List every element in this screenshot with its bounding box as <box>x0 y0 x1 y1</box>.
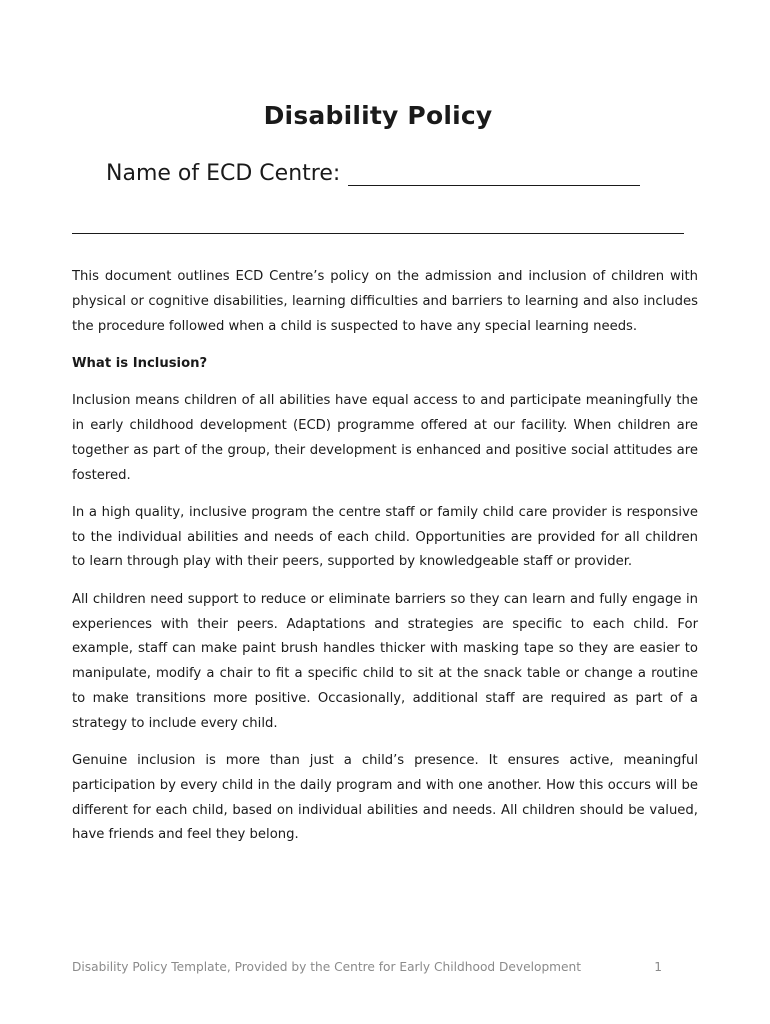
body-paragraph: In a high quality, inclusive program the centre staff or family child care provider is responsive to the individual abilities and needs of each child. Opportunities are provided for all children to learn through play with their peers, supported by knowledgeable staff or provider. <box>72 504 698 570</box>
centre-name-blank-line <box>348 161 640 186</box>
centre-name-label: Name of ECD Centre: <box>106 161 341 186</box>
section-heading: What is Inclusion? <box>72 355 208 371</box>
body-paragraph: Inclusion means children of all abilities have equal access to and participate meaningfully the in early childhood development (ECD) programme offered at our facility. When children are together as part of the group, their development is enhanced and positive social attitudes are fostered. <box>72 393 698 483</box>
document-title: Disability Policy <box>263 101 493 130</box>
blank-line <box>72 233 684 234</box>
page-footer <box>72 960 662 974</box>
footer-text: Disability Policy Template, Provided by the Centre for Early Childhood Development <box>72 960 582 974</box>
body-paragraph: Genuine inclusion is more than just a child’s presence. It ensures active, meaningful participation by every child in the daily program and with one another. How this occurs will be different for each child, based on individual abilities and needs. All children should be valued, have friends and feel they belong. <box>72 753 698 843</box>
body-paragraph: All children need support to reduce or eliminate barriers so they can learn and fully engage in experiences with their peers. Adaptations and strategies are specific to each child. For example, staff can make paint brush handles thicker with masking tape so they are easier to manipulate, modify a chair to fit a specific child to sit at the snack table or change a routine to make transitions more positive. Occasionally, additional staff are required as part of a strategy to include every child. <box>72 591 698 731</box>
centre-name-row <box>106 161 640 186</box>
page-number: 1 <box>654 960 662 974</box>
document-body <box>72 265 698 861</box>
intro-paragraph: This document outlines ECD Centre’s policy on the admission and inclusion of children with physical or cognitive disabilities, learning difficulties and barriers to learning and also includes the procedure followed when a child is suspected to have any special learning needs. <box>72 269 698 334</box>
